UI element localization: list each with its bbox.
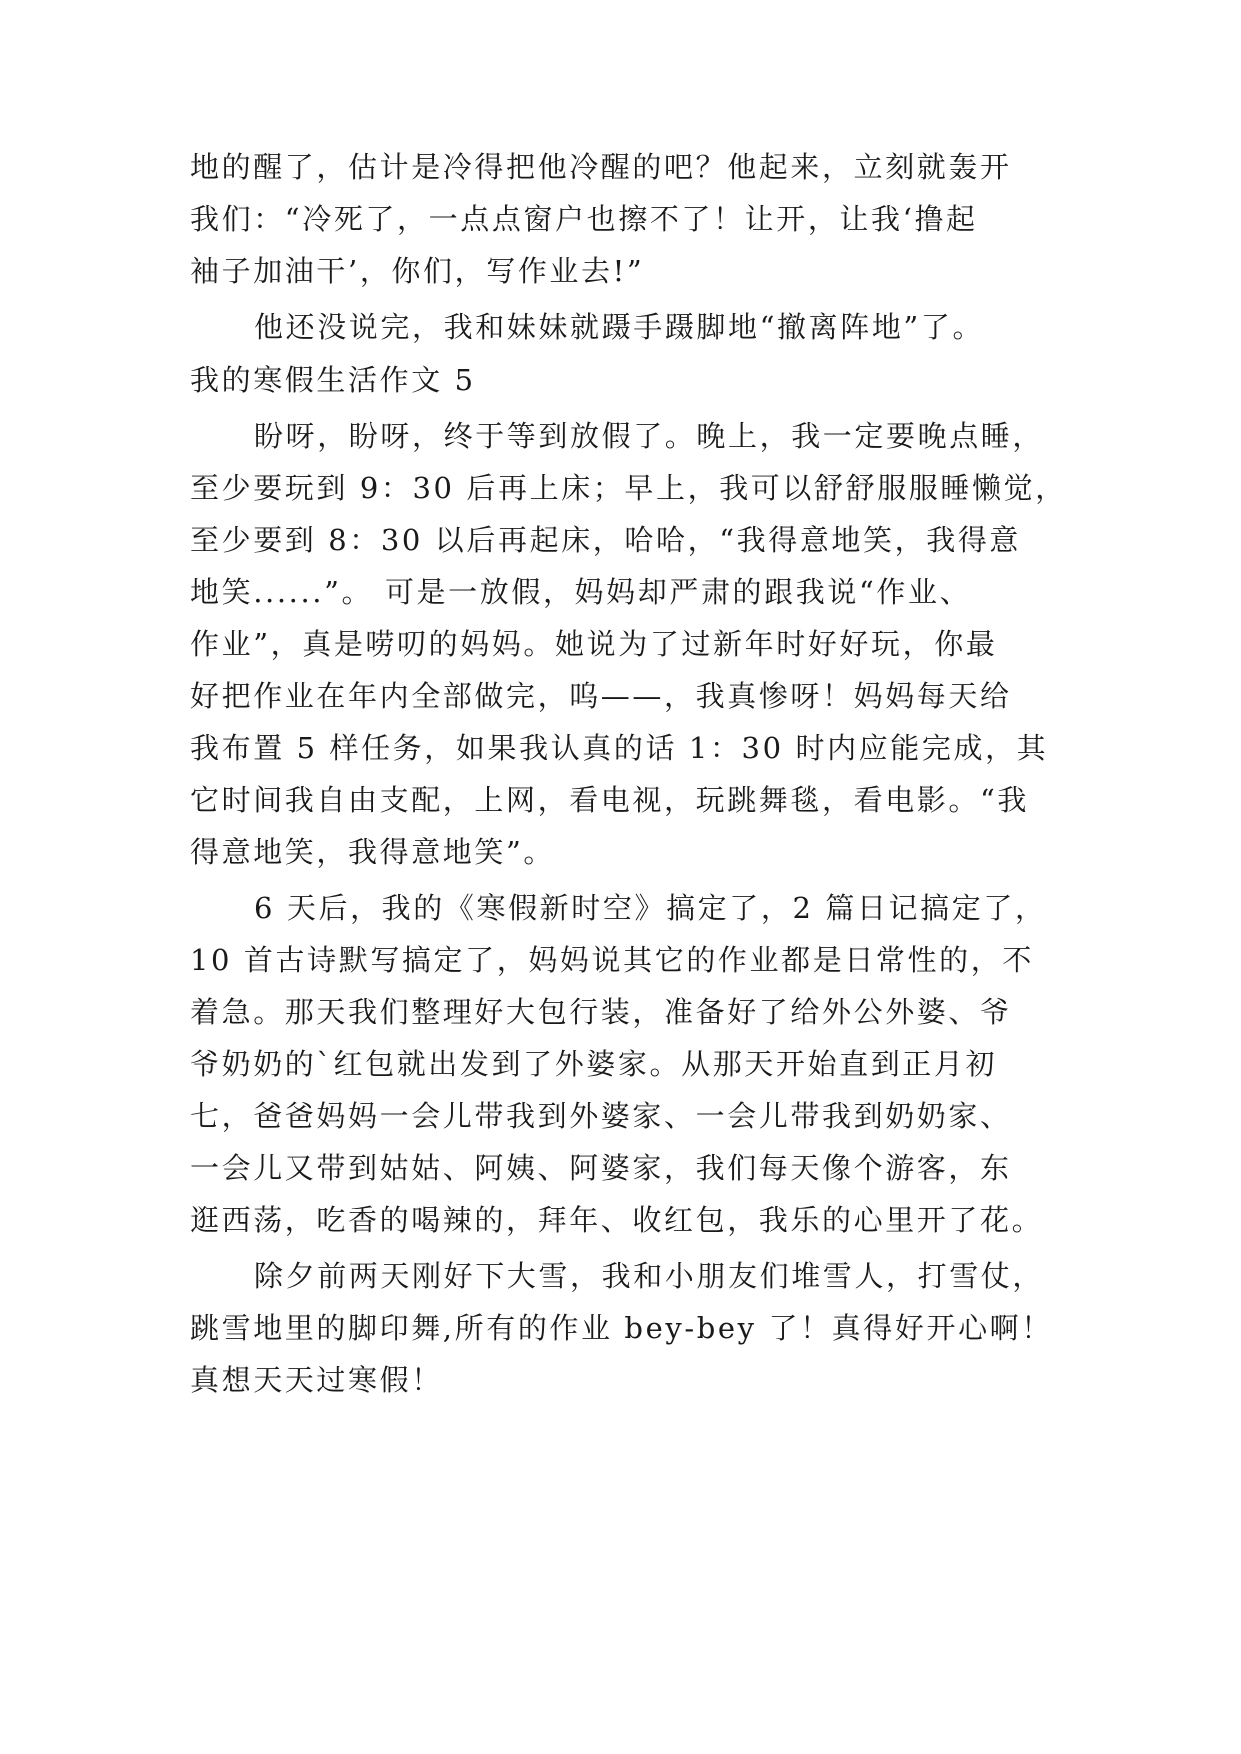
text-line-16: 10 首古诗默写搞定了，妈妈说其它的作业都是日常性的，不 bbox=[190, 943, 1034, 977]
text-line-3: 袖子加油干’，你们，写作业去!” bbox=[190, 254, 645, 288]
text-line-10: 作业”，真是唠叨的妈妈。她说为了过新年时好好玩，你最 bbox=[190, 627, 998, 661]
text-line-9: 地笑......”。 可是一放假，妈妈却严肃的跟我说“作业、 bbox=[190, 575, 972, 609]
text-line-12: 我布置 5 样任务，如果我认真的话 1：30 时内应能完成，其 bbox=[190, 731, 1049, 765]
text-line-6: 盼呀，盼呀，终于等到放假了。晚上，我一定要晚点睡， bbox=[254, 419, 1045, 453]
text-line-22: 除夕前两天刚好下大雪，我和小朋友们堆雪人，打雪仗， bbox=[254, 1259, 1045, 1293]
text-line-7: 至少要玩到 9：30 后再上床；早上，我可以舒舒服服睡懒觉， bbox=[190, 471, 1067, 505]
text-line-2: 我们：“冷死了，一点点窗户也擦不了！让开，让我‘撸起 bbox=[190, 202, 978, 236]
text-line-20: 一会儿又带到姑姑、阿姨、阿婆家，我们每天像个游客，东 bbox=[190, 1151, 1012, 1185]
text-line-13: 它时间我自由支配，上网，看电视，玩跳舞毯，看电影。“我 bbox=[190, 783, 1030, 817]
text-line-15: 6 天后，我的《寒假新时空》搞定了，2 篇日记搞定了， bbox=[254, 891, 1047, 925]
text-line-11: 好把作业在年内全部做完，呜——，我真惨呀！妈妈每天给 bbox=[190, 679, 1012, 713]
section-heading: 我的寒假生活作文 5 bbox=[190, 363, 476, 397]
text-line-19: 七，爸爸妈妈一会儿带我到外婆家、一会儿带我到奶奶家、 bbox=[190, 1099, 1012, 1133]
text-line-21: 逛西荡，吃香的喝辣的，拜年、收红包，我乐的心里开了花。 bbox=[190, 1203, 1044, 1237]
text-line-24: 真想天天过寒假！ bbox=[190, 1363, 443, 1397]
text-line-17: 着急。那天我们整理好大包行装，准备好了给外公外婆、爷 bbox=[190, 995, 1012, 1029]
text-line-8: 至少要到 8：30 以后再起床，哈哈，“我得意地笑，我得意 bbox=[190, 523, 1022, 557]
text-line-4: 他还没说完，我和妹妹就蹑手蹑脚地“撤离阵地”了。 bbox=[254, 310, 985, 344]
text-line-14: 得意地笑，我得意地笑”。 bbox=[190, 835, 556, 869]
text-line-18: 爷奶奶的`红包就出发到了外婆家。从那天开始直到正月初 bbox=[190, 1047, 998, 1081]
text-line-1: 地的醒了，估计是冷得把他冷醒的吧？他起来，立刻就轰开 bbox=[190, 150, 1012, 184]
text-line-23: 跳雪地里的脚印舞,所有的作业 bey-bey 了！真得好开心啊！ bbox=[190, 1311, 1053, 1345]
